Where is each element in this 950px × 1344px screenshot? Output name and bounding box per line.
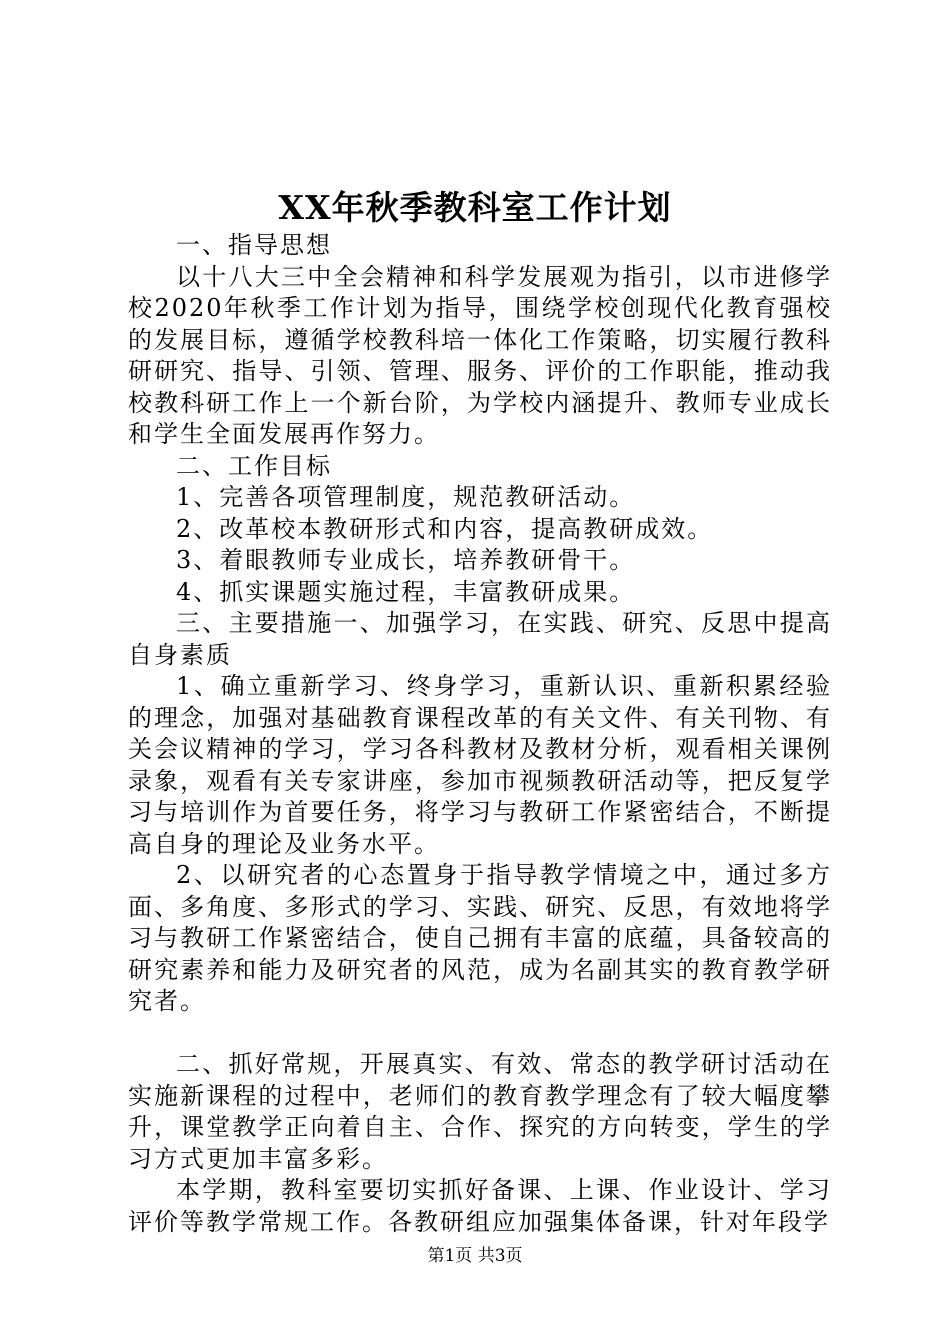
document-title: XX年秋季教科室工作计划 — [278, 188, 672, 227]
page-number-footer: 第1页 共3页 — [427, 1246, 523, 1266]
measure-item-2: 2、以研究者的心态置身于指导教学情境之中，通过多方面、多角度、多形式的学习、实践、研究、反思，有效地将学习与教研工作紧密结合，使自己拥有丰富的底蕴，具备较高的研究素养和能力及研究者的风范，成为名副其实的教育教学研究者。 — [128, 861, 832, 1015]
section-heading-main-measures: 三、主要措施一、加强学习，在实践、研究、反思中提高自身素质 — [128, 609, 832, 669]
section-heading-work-goals: 二、工作目标 — [176, 451, 332, 480]
paragraph-this-semester: 本学期，教科室要切实抓好备课、上课、作业设计、学习评价等教学常规工作。各教研组应加强集体备课，针对年段学 — [128, 1176, 832, 1236]
paragraph-guiding-thought: 以十八大三中全会精神和科学发展观为指引，以市进修学校2020年秋季工作计划为指导，围绕学校创现代化教育强校的发展目标，遵循学校教科培一体化工作策略，切实履行教科研研究、指导、引领、管理、服务、评价的工作职能，推动我校教科研工作上一个新台阶，为学校内涵提升、教师专业成长和学生全面发展再作努力。 — [128, 262, 832, 448]
goal-item-4: 4、抓实课题实施过程，丰富教研成果。 — [176, 577, 636, 606]
goal-item-2: 2、改革校本教研形式和内容，提高教研成效。 — [176, 514, 714, 543]
paragraph-routine-work: 二、抓好常规，开展真实、有效、常态的教学研讨活动在实施新课程的过程中，老师们的教育教学理念有了较大幅度攀升，课堂教学正向着自主、合作、探究的方向转变，学生的学习方式更加丰富多彩。 — [128, 1050, 832, 1173]
goal-item-3: 3、着眼教师专业成长，培养教研骨干。 — [176, 546, 636, 574]
goal-item-1: 1、完善各项管理制度，规范教研活动。 — [176, 483, 636, 511]
measure-item-1: 1、确立重新学习、终身学习，重新认识、重新积累经验的理念，加强对基础教育课程改革的有关文件、有关刊物、有关会议精神的学习，学习各科教材及教材分析，观看相关课例录象，观看有关专家讲座，参加市视频教研活动等，把反复学习与培训作为首要任务，将学习与教研工作紧密结合，不断提高自身的理论及业务水平。 — [128, 672, 832, 858]
section-heading-guiding-thought: 一、指导思想 — [176, 231, 332, 259]
document-body — [128, 230, 832, 1238]
